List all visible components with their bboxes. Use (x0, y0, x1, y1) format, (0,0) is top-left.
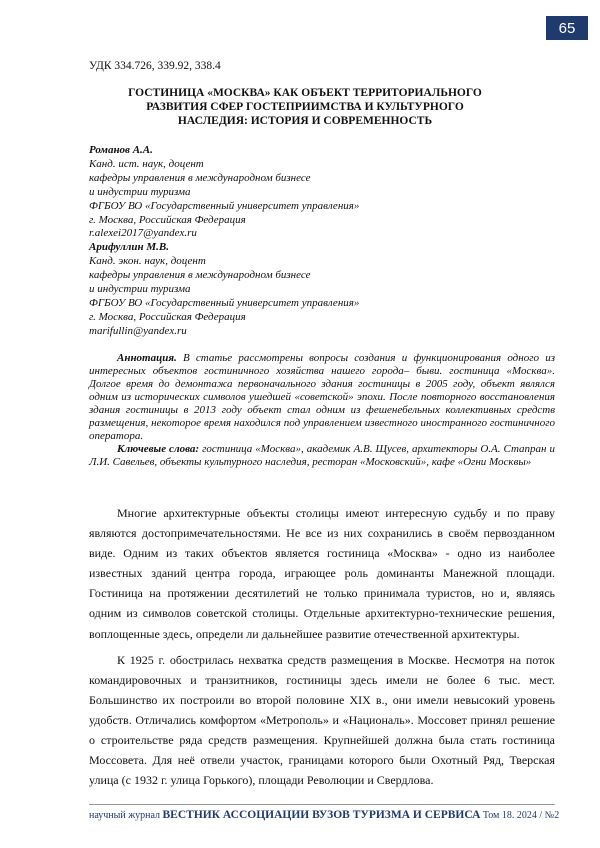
author-name: Арифуллин М.В. (89, 241, 170, 254)
author-affiliation: ФГБОУ ВО «Государственный университет управления» (89, 199, 360, 212)
author-name: Романов А.А. (89, 144, 153, 156)
author-department: и индустрии туризма (89, 185, 191, 198)
body-paragraph: К 1925 г. обострилась нехватка средств размещения в Москве. Несмотря на поток командировочных и транзитников, гостиницы здесь имели не более 6 тыс. мест. Большинство их построили во второй половине XIX в., они имели невысокий уровень удобств. Отличались комфортом «Метрополь» и «Националь». Моссовет принял решение о строительстве ряда средств размещения. Крупнейшей должна была стать гостиница Моссовета. Для неё отвели участок, границами которого были Охотный Ряд, Тверская улица (с 1932 г. улица Горького), площади Революции и Свердлова. (89, 652, 555, 788)
author-email[interactable]: marifullin@yandex.ru (89, 324, 187, 337)
title-line: НАСЛЕДИЯ: ИСТОРИЯ И СОВРЕМЕННОСТЬ (177, 115, 433, 127)
footer-divider (89, 804, 555, 805)
article-body (89, 503, 555, 790)
author-location: г. Москва, Российская Федерация (89, 310, 246, 323)
journal-footer (89, 809, 560, 821)
abstract-label: Аннотация. (117, 352, 177, 364)
author-department: кафедры управления в международном бизнесе (89, 171, 311, 184)
keywords-label: Ключевые слова: (117, 443, 200, 455)
title-line: ГОСТИНИЦА «МОСКВА» КАК ОБЪЕКТ ТЕРРИТОРИАЛЬНОГО (128, 87, 482, 99)
journal-issue: Том 18. 2024 / №2 (480, 810, 560, 821)
author-block (89, 144, 529, 339)
article-title (100, 86, 510, 128)
author-degree: Канд. ист. наук, доцент (89, 157, 204, 170)
keywords-text: гостиница «Москва», академик А.В. Щусев, архитекторы О.А. Стапран и Л.И. Савельев, объекты культурного наследия, ресторан «Московский», кафе «Огни Москвы» (89, 443, 555, 468)
abstract-section (89, 352, 555, 469)
author-degree: Канд. экон. наук, доцент (89, 255, 206, 268)
udc-code: УДК 334.726, 339.92, 338.4 (89, 60, 221, 72)
page-number: 65 (546, 16, 588, 40)
body-paragraph: Многие архитектурные объекты столицы имеют интересную судьбу и по праву являются достопримечательностями. Не все из них сохранились в своём первозданном виде. Одним из таких объектов является гостиница «Москва» - одно из наиболее известных зданий центра города, играющее роль доминанты Манежной площади. Гостиница на протяжении десятилетий не только принимала туристов, но и, являясь одним из символов советской столицы. Отдельные архитектурно-технические решения, воплощенные здесь, определи ли дальнейшее развитие отечественной архитектуры. (89, 506, 555, 641)
author-location: г. Москва, Российская Федерация (89, 213, 246, 226)
author-department: и индустрии туризма (89, 283, 191, 296)
footer-prefix: научный журнал (89, 810, 163, 821)
author-email[interactable]: r.alexei2017@yandex.ru (89, 227, 197, 240)
author-department: кафедры управления в международном бизнесе (89, 269, 311, 282)
abstract (89, 352, 555, 443)
author-affiliation: ФГБОУ ВО «Государственный университет управления» (89, 296, 360, 309)
keywords (89, 443, 555, 469)
abstract-text: В статье рассмотрены вопросы создания и функционирования одного из интересных объектов гостиничного хозяйства нашего города– быви. гостиница «Москва». Долгое время до демонтажа первоначального здания гостиницы в 2005 году, объект являлся одним из исторических символов ушедшей «советской» эпохи. После повторного восстановления здания гостиницы в 2013 году объект стал одним из фешенебельных коллективных средств размещения, некоторое время находился под управлением известного иностранного гостиничного оператора. (89, 352, 555, 442)
journal-name: ВЕСТНИК АССОЦИАЦИИ ВУЗОВ ТУРИЗМА И СЕРВИСА (162, 809, 481, 821)
title-line: РАЗВИТИЯ СФЕР ГОСТЕПРИИМСТВА И КУЛЬТУРНОГО (146, 101, 464, 113)
